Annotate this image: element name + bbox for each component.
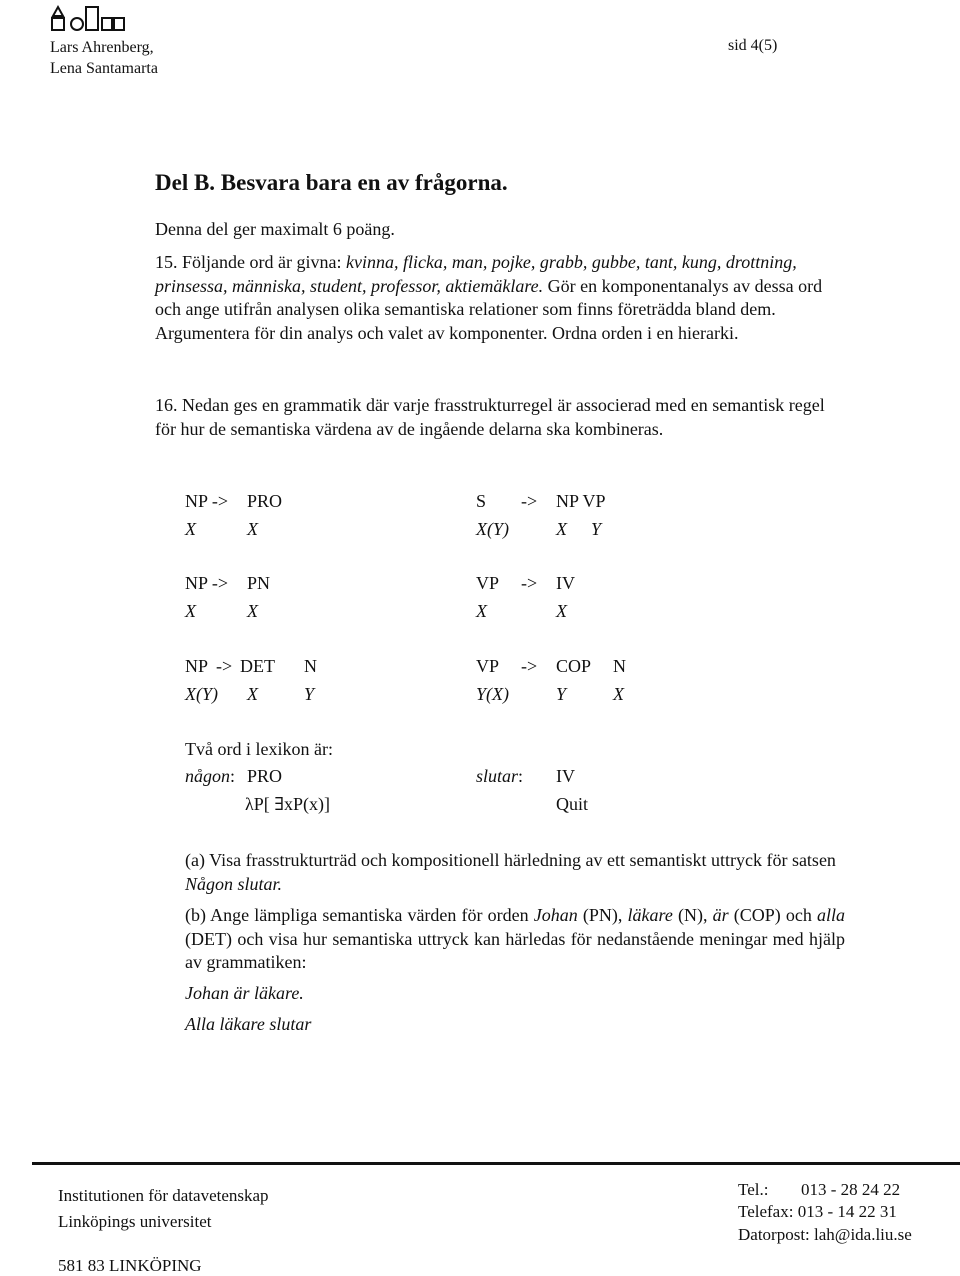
- part-a-sentence: Någon slutar.: [185, 873, 283, 894]
- lexicon-semantics: Quit: [556, 794, 589, 814]
- rule-sem: Y(X): [476, 684, 509, 704]
- part-b-word: läkare: [627, 905, 673, 925]
- author-name: Lena Santamarta: [50, 60, 158, 77]
- lexicon-word-text: någon: [185, 766, 230, 786]
- rule-sem: X(Y): [185, 684, 218, 704]
- rule-sem: X: [613, 684, 624, 704]
- rule-sem: X: [185, 519, 196, 539]
- question-15: [155, 251, 843, 345]
- lexicon-colon: :: [230, 766, 236, 786]
- lexicon-colon: :: [518, 766, 524, 786]
- lexicon-word-text: slutar: [476, 766, 519, 786]
- section-title: Del B. Besvara bara en av frågorna.: [155, 170, 508, 195]
- part-b-text: (COP) och: [728, 905, 817, 925]
- part-b: [185, 904, 845, 975]
- rule-sem: X(Y): [476, 519, 509, 539]
- page-number: sid 4(5): [728, 37, 778, 54]
- rule-lhs: NP ->: [185, 491, 228, 511]
- rule-rhs: COP: [556, 656, 592, 676]
- part-b-word: Johan: [533, 905, 578, 925]
- q15-task: Gör en komponentanalys av dessa ord och ange utifrån analysen olika semantiska relationer som finns företrädda bland dem. Argumentera för din analys och valet av komponenter. Ordna orden i en hierarki.: [155, 275, 823, 343]
- q15-words: kvinna, flicka, man, pojke, grabb, gubbe, tant, kung, drottning, prinsessa, människa, student, professor, aktiemäklare.: [155, 252, 797, 296]
- rule-rhs: N: [304, 656, 317, 676]
- rule-rhs: PN: [247, 573, 271, 593]
- footer-divider: [32, 1162, 960, 1165]
- rule-rhs: PRO: [247, 491, 283, 511]
- lexicon-word: [476, 766, 523, 787]
- q15-intro: 15. Följande ord är givna:: [155, 252, 346, 272]
- rule-arrow: ->: [521, 656, 538, 676]
- question-16: 16. Nedan ges en grammatik där varje frasstrukturregel är associerad med en semantisk regel för hur de semantiska värdena av de ingående delarna ska kombineras.: [155, 395, 825, 439]
- rule-rhs: DET: [240, 656, 275, 676]
- author-name: Lars Ahrenberg,: [50, 39, 154, 56]
- rule-rhs: N: [613, 656, 626, 676]
- footer-department: Institutionen för datavetenskap: [58, 1186, 269, 1205]
- part-b-word: är: [712, 905, 729, 925]
- lexicon-category: PRO: [247, 766, 283, 786]
- footer-tel-label: Tel.:: [738, 1180, 769, 1199]
- lexicon-category: IV: [556, 766, 575, 786]
- rule-sem: Y: [556, 684, 567, 704]
- part-a: [185, 849, 845, 896]
- part-a-text: (a) Visa frasstrukturträd och kompositionell härledning av ett semantiskt uttryck för satsen: [185, 850, 836, 870]
- rule-sem: Y: [591, 519, 602, 539]
- rule-sem: X: [556, 519, 567, 539]
- author-block: [50, 37, 158, 79]
- rule-lhs: NP: [185, 656, 209, 676]
- rule-arrow: ->: [521, 491, 538, 511]
- rule-sem: X: [556, 601, 567, 621]
- footer-tel: 013 - 28 24 22: [801, 1180, 901, 1199]
- part-b-text: (PN),: [577, 905, 628, 925]
- footer-university: Linköpings universitet: [58, 1212, 212, 1231]
- rule-sem: X: [247, 519, 258, 539]
- rule-lhs: VP: [476, 573, 500, 593]
- lexicon-semantics: λP[ ∃xP(x)]: [245, 794, 330, 814]
- part-b-text: (b) Ange lämpliga semantiska värden för orden: [185, 905, 534, 925]
- rule-arrow: ->: [216, 656, 233, 676]
- footer-address: 581 83 LINKÖPING: [58, 1256, 202, 1275]
- part-b-text: (N),: [672, 905, 713, 925]
- part-b-word: alla: [816, 905, 845, 925]
- rule-sem: X: [247, 601, 258, 621]
- footer-fax: Telefax: 013 - 14 22 31: [738, 1202, 897, 1221]
- rule-sem: Y: [304, 684, 315, 704]
- example-sentence: Johan är läkare.: [185, 983, 304, 1003]
- footer-email: Datorpost: lah@ida.liu.se: [738, 1225, 912, 1244]
- section-subtitle: Denna del ger maximalt 6 poäng.: [155, 219, 395, 239]
- lexicon-label: Två ord i lexikon är:: [185, 739, 333, 759]
- lexicon-word: [185, 766, 235, 787]
- rule-rhs: NP VP: [556, 491, 606, 511]
- example-sentence: Alla läkare slutar: [185, 1014, 312, 1034]
- university-logo: [50, 4, 128, 34]
- rule-rhs: IV: [556, 573, 575, 593]
- rule-lhs: VP: [476, 656, 500, 676]
- rule-sem: X: [247, 684, 258, 704]
- rule-sem: X: [476, 601, 487, 621]
- rule-arrow: ->: [521, 573, 538, 593]
- rule-lhs: S: [476, 491, 487, 511]
- part-b-text: (DET) och visa hur semantiska uttryck kan härledas för nedanstående meningar med hjälp av grammatiken:: [185, 928, 845, 972]
- rule-sem: X: [185, 601, 196, 621]
- rule-lhs: NP ->: [185, 573, 228, 593]
